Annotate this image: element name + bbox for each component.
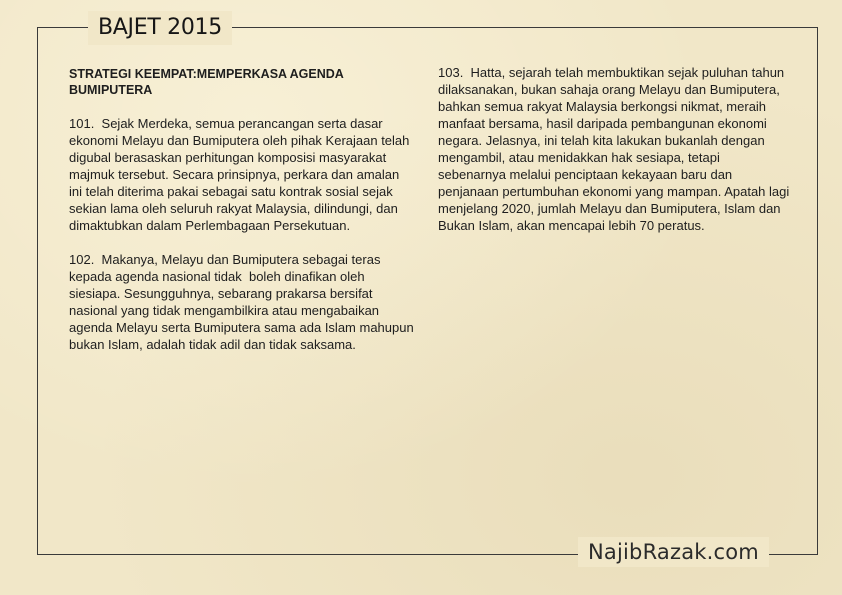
paragraph-103: 103. Hatta, sejarah telah membuktikan sejak puluhan tahun dilaksanakan, bukan sahaja orang Melayu dan Bumiputera, bahkan semua rakyat Malaysia berkongsi nikmat, meraih manfaat bersama, hasil daripada pembangunan ekonomi negara. Jelasnya, ini telah kita lakukan bukanlah dengan mengambil, atau menidakkan hak sesiapa, tetapi sebenarnya melalui penciptaan kekayaan baru dan penjanaan pertumbuhan ekonomi yang mampan. Apatah lagi menjelang 2020, jumlah Melayu dan Bumiputera, Islam dan Bukan Islam, akan mencapai lebih 70 peratus.	[438, 65, 793, 233]
left-column	[69, 64, 418, 370]
paragraph-101: 101. Sejak Merdeka, semua perancangan serta dasar ekonomi Melayu dan Bumiputera oleh pihak Kerajaan telah digubal berasaskan perhitungan komposisi masyarakat majmuk tersebut. Secara prinsipnya, perkara dan amalan ini telah diterima pakai sebagai satu kontrak sosial sejak sekian lama oleh seluruh rakyat Malaysia, dilindungi, dan dimaktubkan dalam Perlembagaan Persekutuan.	[69, 116, 414, 233]
page-title: BAJET 2015	[88, 11, 232, 45]
site-brand: NajibRazak.com	[578, 537, 769, 567]
paragraph-102: 102. Makanya, Melayu dan Bumiputera sebagai teras kepada agenda nasional tidak boleh dinafikan oleh siesiapa. Sesungguhnya, sebarang prakarsa bersifat nasional yang tidak mengambilkira atau mengabaikan agenda Melayu serta Bumiputera sama ada Islam mahupun bukan Islam, adalah tidak adil dan tidak saksama.	[69, 252, 418, 352]
section-heading: STRATEGI KEEMPAT:MEMPERKASA AGENDA BUMIPUTERA	[69, 67, 344, 97]
right-column	[438, 64, 793, 251]
